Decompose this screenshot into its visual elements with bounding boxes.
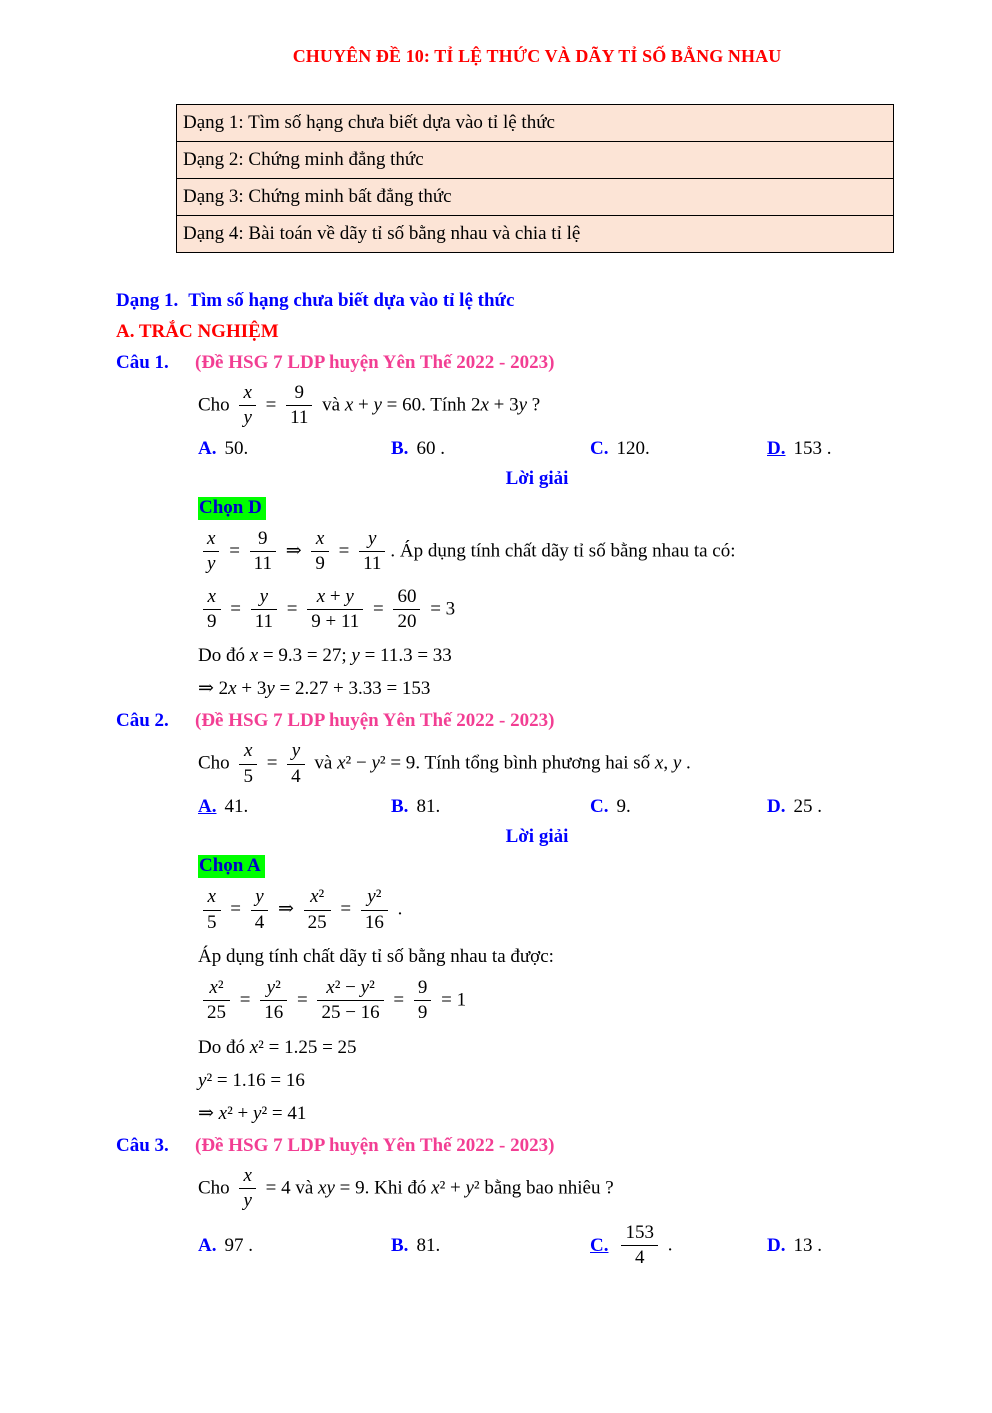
solution-line [198,677,958,701]
math-run: ⇒ 2x + 3y = 2.27 + 3.33 = 153 [198,678,431,700]
text-run: Áp dụng tính chất dãy tỉ số bằng nhau ta được: [198,946,554,968]
question-source: (Đề HSG 7 LDP huyện Yên Thế 2022 - 2023) [195,352,555,373]
math-run: = [333,540,355,562]
fraction [239,740,257,788]
fraction-numerator: x [239,740,257,764]
question-header [116,710,958,732]
text-run: Do đó [198,1036,250,1058]
solution-heading: Lời giải [505,467,569,489]
math-run: 97 . [224,1234,253,1256]
section-heading [116,290,958,312]
math-run: ⇒ x² + y² = 41 [198,1102,307,1124]
math-run: 60 . [416,437,445,459]
fraction [239,1165,255,1213]
text-run: Cho [198,1177,235,1199]
fraction [203,528,219,576]
math-run: x² + y² [431,1177,480,1199]
choice-letter: D. [767,437,786,459]
fraction-numerator: 9 [414,977,432,1001]
text-run: Do đó [198,645,250,667]
fraction [361,886,388,934]
question-label: Câu 2. [116,710,169,732]
math-run: 13 . [793,1234,822,1256]
text-run: Cho [198,394,235,416]
text-run: và [290,1177,319,1199]
fraction [251,886,269,934]
math-run: 25 . [793,796,822,818]
fraction-numerator: x + y [307,586,363,610]
question-block [116,710,958,1125]
text-run: . [392,898,403,920]
table-cell-dang-3: Dạng 3: Chứng minh bất đẳng thức [177,179,894,216]
chosen-answer-highlight: Chọn A [198,855,265,878]
fraction [304,886,331,934]
questions-container [116,352,958,1272]
math-run: 81. [416,796,441,818]
solution-line [198,1036,958,1060]
fraction-denominator: 9 [315,553,325,575]
text-run: . Áp dụng tính chất dãy tỉ số bằng nhau ta có: [390,540,736,562]
section-heading-label: Dạng 1. [116,290,179,311]
fraction-numerator: x [203,886,221,910]
fraction-numerator: y [287,740,305,764]
question-prompt [198,1163,958,1215]
choice [590,1220,767,1272]
solution-line [198,644,958,668]
choice-value [224,796,248,818]
choice-letter: C. [590,1234,609,1256]
math-run: = 1 [436,989,467,1011]
fraction-denominator: 11 [254,611,274,633]
math-run: ⇒ [273,898,299,920]
choice [391,796,590,818]
choices-row [198,1220,958,1272]
fraction-numerator: x [239,382,255,406]
choice-letter: C. [590,796,609,818]
fraction-denominator: 5 [243,765,253,787]
solution-line [198,884,958,936]
fraction-numerator: 9 [250,528,276,552]
choice-value [793,438,831,460]
choice-value [616,438,649,460]
math-run: = [235,989,256,1011]
choice-value [793,1235,822,1257]
solution-heading: Lời giải [505,826,569,848]
math-run: 153 . [793,437,832,459]
choice-value [416,796,440,818]
choice-value [793,796,822,818]
choice-letter: A. [198,796,217,818]
choices-row [198,795,958,819]
solution-line [198,1069,958,1093]
text-run: ? [527,394,541,416]
fraction [239,382,255,430]
choice-letter: C. [590,437,609,459]
fraction-denominator: 16 [264,1002,284,1024]
math-run: 81. [416,1234,441,1256]
math-run: 9. [616,796,631,818]
text-run: và [309,752,338,774]
choice-letter: D. [767,796,786,818]
math-run: = [292,989,313,1011]
choice-value [616,796,630,818]
fraction-denominator: 25 [307,911,327,933]
choice [590,438,767,460]
math-run: = [282,597,303,619]
fraction-denominator: y [243,407,252,429]
fraction [317,977,383,1025]
fraction-denominator: 11 [253,553,272,575]
fraction [260,977,287,1025]
math-run: xy = 9 [318,1177,365,1199]
math-run: = 4 [260,1177,291,1199]
fraction-denominator: 9 + 11 [311,611,360,633]
fraction-denominator: 11 [363,553,382,575]
choice-value [224,438,248,460]
fraction-numerator: y² [361,886,388,910]
fraction [203,977,230,1025]
question-source: (Đề HSG 7 LDP huyện Yên Thế 2022 - 2023) [195,710,555,732]
table-row [177,179,894,216]
fraction-denominator: 11 [290,407,309,429]
fraction [287,740,305,788]
fraction-numerator: x [311,528,329,552]
fraction-numerator: x [203,528,219,552]
fraction-numerator: 153 [621,1222,658,1246]
text-run: và [317,394,345,416]
math-run: = [260,394,282,416]
math-run: 50. [224,437,249,459]
choice [767,1235,822,1257]
choice-letter: D. [767,1234,786,1256]
question-header [116,352,958,374]
section-heading-text: Tìm số hạng chưa biết dựa vào tỉ lệ thức [188,290,515,311]
math-run: 2x + 3y [470,394,528,416]
solution-line [198,526,958,578]
fraction-denominator: 25 [207,1002,226,1024]
chosen-answer-row [198,497,958,520]
text-run: bằng bao nhiêu ? [479,1177,614,1199]
fraction [311,528,329,576]
choice-letter: A. [198,1234,217,1256]
subsection-heading: A. TRẮC NGHIỆM [116,321,279,342]
question-prompt [198,380,958,432]
math-run: x² − y² = 9 [337,752,416,774]
fraction-numerator: 60 [393,586,420,610]
text-run: . Khi đó [364,1177,432,1199]
choice [391,1235,590,1257]
table-row [177,105,894,142]
fraction [621,1222,658,1270]
fraction-numerator: y [251,586,277,610]
choice [198,796,391,818]
choice-value [616,1220,672,1272]
math-run: = [261,752,283,774]
fraction-denominator: y [243,1190,252,1212]
math-run: = [224,540,245,562]
solution-line [198,584,958,636]
fraction-numerator: x² [304,886,331,910]
question-label: Câu 1. [116,352,169,373]
table-cell-dang-1: Dạng 1: Tìm số hạng chưa biết dựa vào tỉ lệ thức [177,105,894,142]
fraction [251,586,277,634]
fraction [250,528,276,576]
fraction-numerator: y [251,886,269,910]
choice [590,796,767,818]
solution-line [198,945,958,969]
fraction-denominator: 4 [254,911,265,933]
fraction-denominator: 4 [634,1247,645,1269]
fraction-numerator: y² [260,977,287,1001]
solution-line [198,1102,958,1126]
math-run: x = 9.3 = 27; y = 11.3 = 33 [249,645,452,667]
text-run: . [662,1233,673,1255]
math-run: x, y [654,752,682,774]
fraction [359,528,385,576]
question-header [116,1135,958,1157]
math-run: = [225,898,246,920]
fraction [286,382,312,430]
question-block [116,1135,958,1272]
question-prompt [198,738,958,790]
choice-value [224,1235,253,1257]
text-block [116,46,958,1272]
fraction-numerator: x [203,586,221,610]
fraction-denominator: 20 [397,611,417,633]
fraction-denominator: 16 [364,911,384,933]
fraction-denominator: 9 [207,611,217,633]
math-run: 120. [616,437,650,459]
choice [767,438,831,460]
math-run: = [368,597,389,619]
fraction [203,886,221,934]
chosen-answer-highlight: Chọn D [198,497,266,520]
choice-value [416,1235,440,1257]
fraction-denominator: 5 [207,911,217,933]
math-run: x² = 1.25 = 25 [249,1036,357,1058]
choice [198,438,391,460]
table-row [177,216,894,253]
math-run: ⇒ [280,540,307,562]
choice-letter: A. [198,437,217,459]
text-run: . Tính [421,394,471,416]
fraction-numerator: 9 [286,382,312,406]
choice-letter: B. [391,1234,409,1256]
choice-letter: B. [391,437,409,459]
choice [391,438,590,460]
chosen-answer-row [198,855,958,878]
fraction [414,977,432,1025]
fraction-numerator: x² − y² [317,977,383,1001]
fraction-numerator: x [239,1165,255,1189]
table-cell-dang-4: Dạng 4: Bài toán về dãy tỉ số bằng nhau và chia tỉ lệ [177,216,894,253]
math-run: x + y = 60 [344,394,422,416]
text-run: . [681,752,691,774]
fraction-numerator: x² [203,977,230,1001]
fraction-denominator: 4 [291,765,301,787]
table-cell-dang-2: Dạng 2: Chứng minh đẳng thức [177,142,894,179]
math-run: = [388,989,409,1011]
solution-line [198,975,958,1027]
choice [767,796,822,818]
fraction-denominator: y [207,553,216,575]
summary-table [176,104,894,253]
question-label: Câu 3. [116,1134,169,1156]
fraction [307,586,363,634]
fraction [393,586,420,634]
math-run: = [335,898,356,920]
fraction [203,586,221,634]
table-row [177,142,894,179]
page-title: CHUYÊN ĐỀ 10: TỈ LỆ THỨC VÀ DÃY TỈ SỐ BẰNG NHAU [292,46,782,66]
choice-value [416,438,445,460]
math-run: 41. [224,796,249,818]
choices-row [198,437,958,461]
math-run: = 3 [425,597,456,619]
question-source: (Đề HSG 7 LDP huyện Yên Thế 2022 - 2023) [195,1134,555,1156]
math-run: y² = 1.16 = 16 [198,1069,305,1091]
text-run: Cho [198,752,235,774]
question-block [116,352,958,701]
fraction-numerator: y [359,528,385,552]
fraction-denominator: 9 [417,1002,428,1024]
fraction-denominator: 25 − 16 [321,1002,380,1024]
text-run: . Tính tổng bình phương hai số [415,752,655,774]
math-run: = [225,597,246,619]
choice-letter: B. [391,796,409,818]
choice [198,1235,391,1257]
